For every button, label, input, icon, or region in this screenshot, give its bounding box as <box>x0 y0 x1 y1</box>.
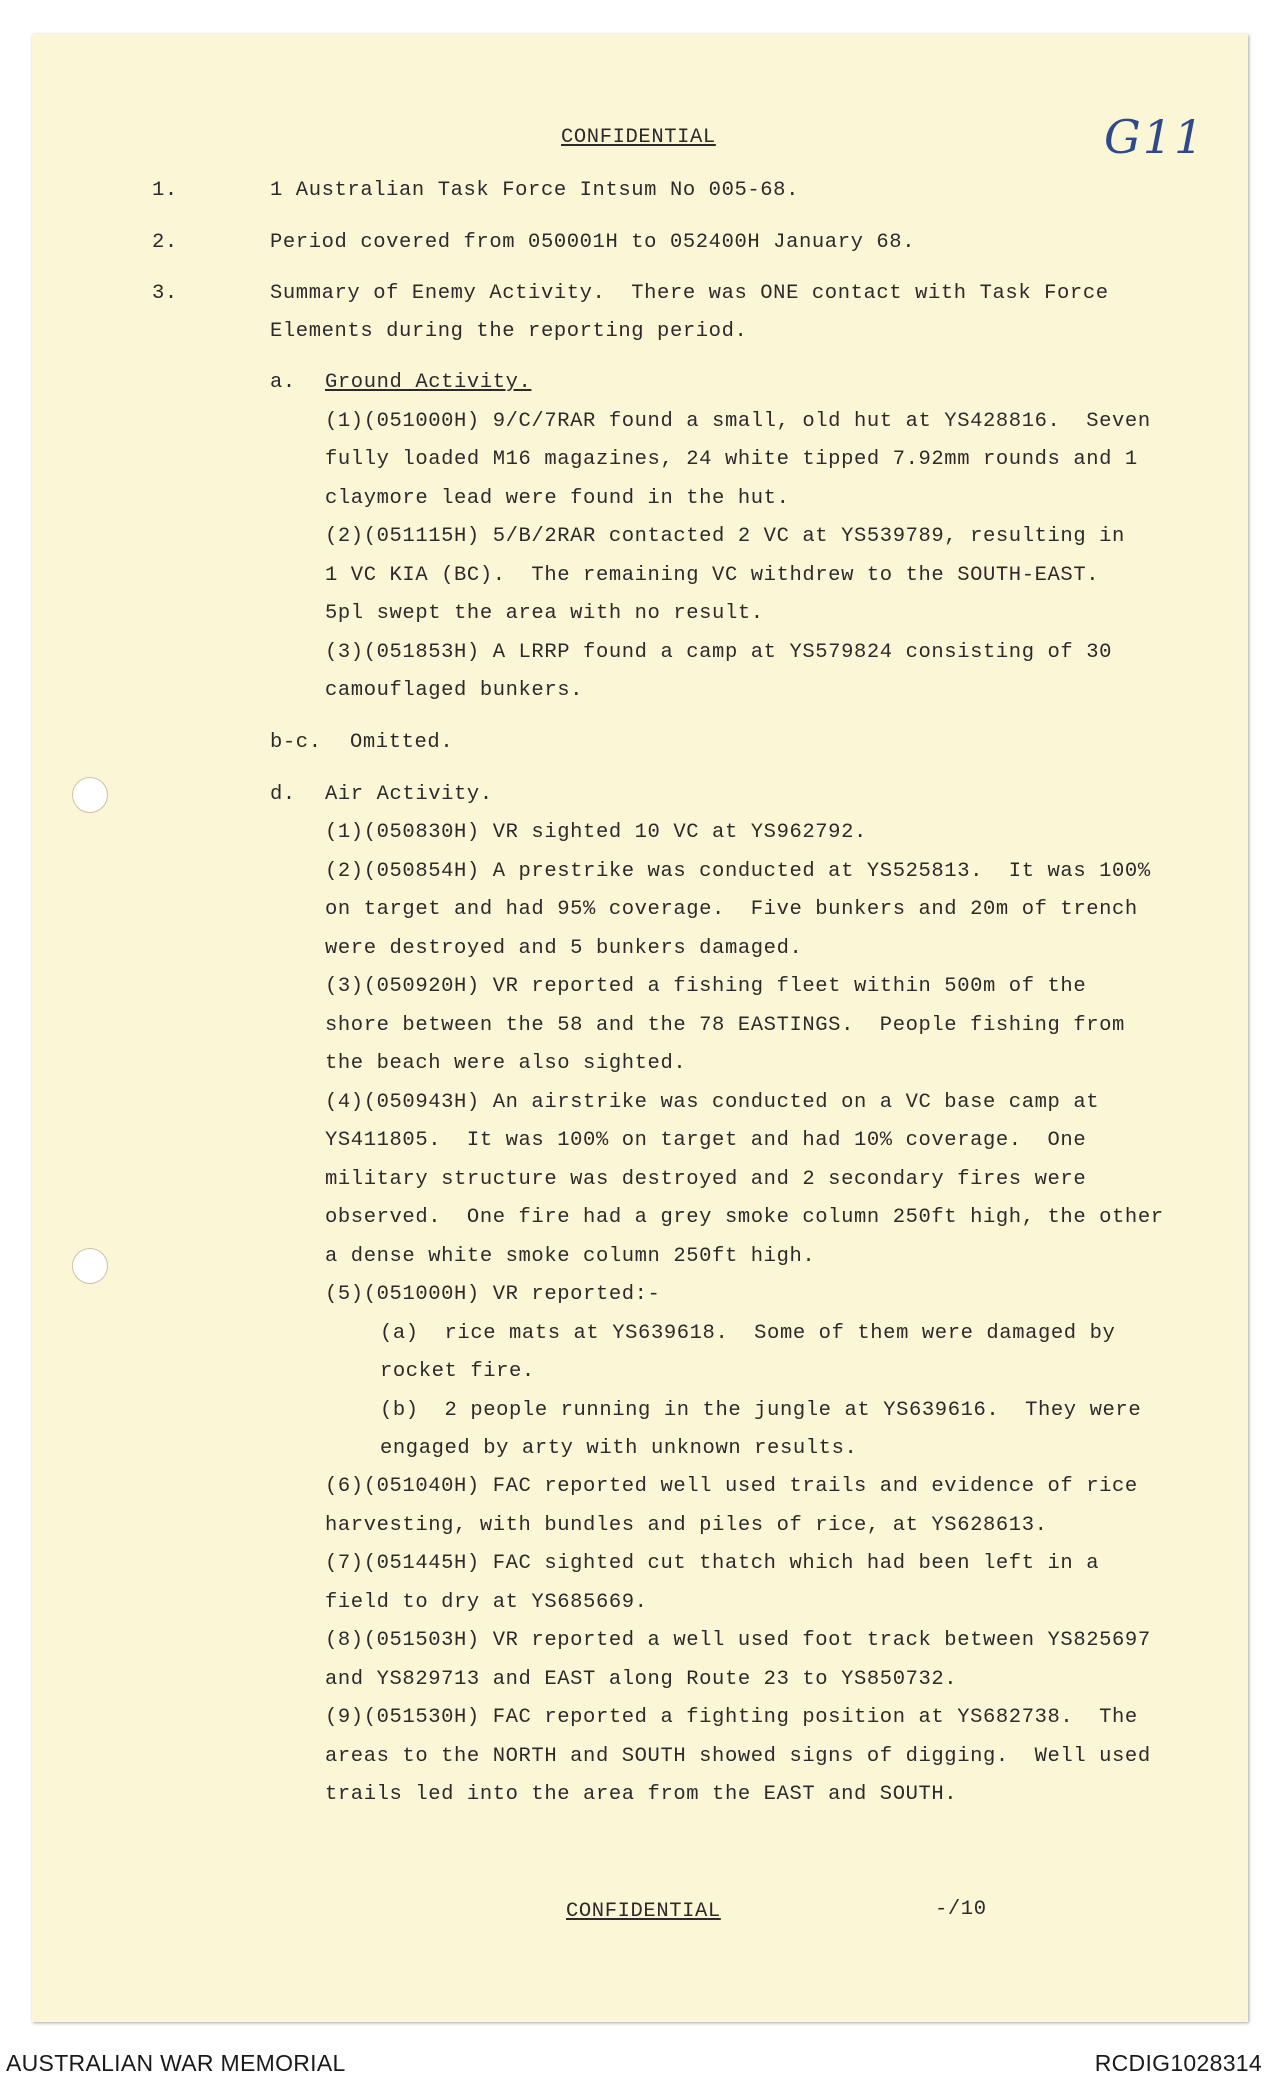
handwritten-annotation: G11 <box>1104 110 1206 164</box>
next-page-indicator: -/10 <box>935 1898 987 1921</box>
air-line: on target and had 95% coverage. Five bunkers and 20m of trench <box>325 898 1138 921</box>
ground-line: camouflaged bunkers. <box>325 679 584 702</box>
air-line: (9)(051530H) FAC reported a fighting position at YS682738. The <box>325 1706 1138 1729</box>
ground-title: Ground Activity. <box>325 371 532 394</box>
air-line: (6)(051040H) FAC reported well used trails and evidence of rice <box>325 1475 1138 1498</box>
para-3-line: Summary of Enemy Activity. There was ONE contact with Task Force <box>270 282 1109 305</box>
air-label: d. <box>270 783 296 806</box>
header-classification: CONFIDENTIAL <box>561 126 716 149</box>
para-2-text: Period covered from 050001H to 052400H January 68. <box>270 231 916 254</box>
archive-credit: AUSTRALIAN WAR MEMORIAL <box>6 2050 346 2076</box>
air-line: the beach were also sighted. <box>325 1052 687 1075</box>
air-line: areas to the NORTH and SOUTH showed signs of digging. Well used <box>325 1745 1151 1768</box>
punch-hole-top <box>72 777 108 813</box>
ground-label: a. <box>270 371 296 394</box>
air-line: (7)(051445H) FAC sighted cut thatch which had been left in a <box>325 1552 1100 1575</box>
punch-hole-bottom <box>72 1248 108 1284</box>
air-line: (5)(051000H) VR reported:- <box>325 1283 661 1306</box>
ground-line: claymore lead were found in the hut. <box>325 487 790 510</box>
air-line: field to dry at YS685669. <box>325 1591 648 1614</box>
air-line: YS411805. It was 100% on target and had 10% coverage. One <box>325 1129 1087 1152</box>
air-sub-line: rocket fire. <box>380 1360 535 1383</box>
archive-reference: RCDIG1028314 <box>1094 2050 1262 2076</box>
para-1-number: 1. <box>152 179 178 202</box>
air-line: trails led into the area from the EAST and SOUTH. <box>325 1783 958 1806</box>
ground-line: fully loaded M16 magazines, 24 white tipped 7.92mm rounds and 1 <box>325 448 1138 471</box>
air-sub-line: (b) 2 people running in the jungle at YS639616. They were <box>380 1399 1142 1422</box>
footer-classification: CONFIDENTIAL <box>566 1900 721 1923</box>
ground-line: 1 VC KIA (BC). The remaining VC withdrew to the SOUTH-EAST. <box>325 564 1100 587</box>
para-3-number: 3. <box>152 282 178 305</box>
air-line: (4)(050943H) An airstrike was conducted on a VC base camp at <box>325 1091 1100 1114</box>
air-line: military structure was destroyed and 2 secondary fires were <box>325 1168 1087 1191</box>
omitted-text: Omitted. <box>350 731 454 754</box>
para-2-number: 2. <box>152 231 178 254</box>
air-line: were destroyed and 5 bunkers damaged. <box>325 937 803 960</box>
ground-line: (2)(051115H) 5/B/2RAR contacted 2 VC at YS539789, resulting in <box>325 525 1125 548</box>
air-line: (1)(050830H) VR sighted 10 VC at YS962792. <box>325 821 867 844</box>
air-sub-line: engaged by arty with unknown results. <box>380 1437 858 1460</box>
omitted-label: b-c. <box>270 731 322 754</box>
ground-line: 5pl swept the area with no result. <box>325 602 764 625</box>
air-line: and YS829713 and EAST along Route 23 to YS850732. <box>325 1668 958 1691</box>
para-1-text: 1 Australian Task Force Intsum No 005-68. <box>270 179 799 202</box>
air-title: Air Activity. <box>325 783 493 806</box>
ground-line: (3)(051853H) A LRRP found a camp at YS579824 consisting of 30 <box>325 641 1113 664</box>
air-line: a dense white smoke column 250ft high. <box>325 1245 816 1268</box>
air-sub-line: (a) rice mats at YS639618. Some of them were damaged by <box>380 1322 1116 1345</box>
air-line: (3)(050920H) VR reported a fishing fleet within 500m of the <box>325 975 1087 998</box>
air-line: (2)(050854H) A prestrike was conducted at YS525813. It was 100% <box>325 860 1151 883</box>
para-3-line: Elements during the reporting period. <box>270 320 748 343</box>
air-line: (8)(051503H) VR reported a well used foot track between YS825697 <box>325 1629 1151 1652</box>
ground-line: (1)(051000H) 9/C/7RAR found a small, old hut at YS428816. Seven <box>325 410 1151 433</box>
air-line: observed. One fire had a grey smoke column 250ft high, the other <box>325 1206 1164 1229</box>
air-line: harvesting, with bundles and piles of rice, at YS628613. <box>325 1514 1048 1537</box>
air-line: shore between the 58 and the 78 EASTINGS. People fishing from <box>325 1014 1125 1037</box>
